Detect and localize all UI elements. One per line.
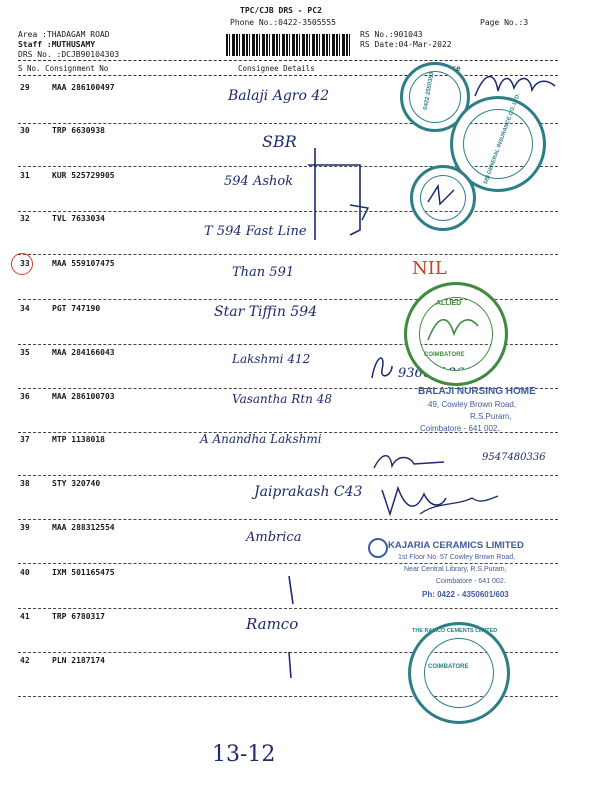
row-consignment: IXM 501165475	[52, 568, 115, 577]
nursing-home-stamp-name: BALAJI NURSING HOME	[418, 386, 536, 397]
phone-annotation: 9360318699	[398, 366, 481, 381]
page-number: Page No.:3	[480, 18, 529, 27]
allied-stamp-city: COIMBATORE	[424, 352, 465, 358]
nursing-home-stamp-addr3: Coimbatore - 641 002.	[420, 424, 500, 433]
row-sno: 30	[20, 126, 30, 135]
row-sno: 32	[20, 214, 30, 223]
handwritten-consignee: Ramco	[246, 615, 299, 633]
handwritten-stroke	[283, 648, 313, 688]
row-consignment: MAA 288312554	[52, 523, 115, 532]
row-consignment: MAA 286100703	[52, 392, 115, 401]
rs-number: RS No.:901043	[360, 30, 423, 39]
signature-row-38	[376, 480, 506, 530]
handwritten-consignee: Lakshmi 412	[232, 352, 311, 366]
ramco-stamp-city: COIMBATORE	[428, 664, 469, 670]
col-signature: Signature	[420, 64, 461, 73]
row-consignment: STY 320740	[52, 479, 101, 488]
sbi-stamp-name: SBI GENERAL INSURANCE CO. LTD.	[482, 92, 522, 186]
handwritten-consignee: Ambrica	[246, 530, 302, 545]
row-divider	[18, 563, 558, 564]
allied-stamp-name: ALLIED	[436, 300, 462, 307]
nil-annotation: NIL	[412, 258, 447, 279]
row-sno: 42	[20, 656, 30, 665]
row-divider	[18, 254, 558, 255]
handwritten-consignee: Than 591	[232, 265, 295, 280]
kajaria-stamp-phone: Ph: 0422 - 4350601/603	[422, 590, 509, 599]
row-sno: 39	[20, 523, 30, 532]
sheet-title: TPC/CJB DRS - PC2	[240, 6, 322, 15]
sbi-stamp-phone: 0422 2550353	[422, 71, 436, 111]
row-consignment: MAA 559107475	[52, 259, 115, 268]
handwritten-stroke	[283, 570, 313, 610]
row-sno: 31	[20, 171, 30, 180]
row-sno: 34	[20, 304, 30, 313]
row-consignment: TRP 6630938	[52, 126, 105, 135]
row-sno: 38	[20, 479, 30, 488]
signature-row-37	[370, 448, 450, 478]
row-sno: 36	[20, 392, 30, 401]
kajaria-stamp-name: KAJARIA CERAMICS LIMITED	[388, 540, 524, 551]
row-consignment: MAA 284166043	[52, 348, 115, 357]
handwritten-consignee: Jaiprakash C43	[254, 484, 363, 500]
phone-annotation: 9547480336	[482, 452, 546, 463]
row-consignment: TRP 6780317	[52, 612, 105, 621]
row-consignment: KUR 525729905	[52, 171, 115, 180]
row-sno: 40	[20, 568, 30, 577]
kajaria-stamp-addr1: 1st Floor No. 57 Cowley Brown Road,	[398, 554, 516, 561]
kajaria-logo-icon	[368, 538, 388, 558]
signature-row-31	[424, 180, 464, 210]
col-sno-consignment: S No. Consignment No	[18, 64, 109, 73]
drs-number: DRS No. :DCJB90104303	[18, 50, 120, 59]
row-sno: 29	[20, 83, 30, 92]
nursing-home-stamp-addr1: 49, Cowley Brown Road,	[428, 400, 517, 409]
row-consignment: TVL 7633034	[52, 214, 105, 223]
handwritten-consignee: SBR	[262, 132, 297, 151]
row-consignment: PLN 2187174	[52, 656, 105, 665]
row-divider	[18, 475, 558, 476]
row-consignment: PGT 747190	[52, 304, 101, 313]
row-sno: 41	[20, 612, 30, 621]
signature-row-35	[366, 346, 396, 386]
row-divider	[18, 211, 558, 212]
row-sno: 35	[20, 348, 30, 357]
row-33-circle-mark	[11, 253, 33, 275]
handwritten-consignee: 594 Ashok	[224, 174, 294, 189]
allied-stamp-signature	[424, 310, 484, 350]
kajaria-stamp-addr3: Coimbatore - 641 002.	[436, 578, 506, 585]
handwritten-consignee: Vasantha Rtn 48	[232, 392, 332, 406]
nursing-home-stamp-addr2: R.S.Puram,	[470, 412, 512, 421]
row-sno: 33	[20, 259, 30, 268]
handwritten-consignee: Star Tiffin 594	[214, 304, 318, 320]
handwritten-consignee: Balaji Agro 42	[228, 88, 330, 104]
handwritten-consignee: T 594 Fast Line	[204, 224, 307, 239]
handwritten-bracket-scribble	[290, 140, 410, 260]
handwritten-consignee: A Anandha Lakshmi	[200, 432, 322, 446]
rs-date: RS Date:04-Mar-2022	[360, 40, 452, 49]
col-consignee-details: Consignee Details	[238, 64, 315, 73]
header-divider-top	[18, 60, 558, 61]
row-consignment: MTP 1138018	[52, 435, 105, 444]
row-consignment: MAA 286100497	[52, 83, 115, 92]
phone-number: Phone No.:0422-3505555	[230, 18, 336, 27]
staff-label: Staff :MUTHUSAMY	[18, 40, 96, 49]
ramco-stamp-name: THE RAMCO CEMENTS LIMITED	[412, 628, 498, 634]
ramco-cements-stamp	[408, 622, 510, 724]
kajaria-stamp-addr2: Near Central Library, R.S.Puram,	[404, 566, 507, 573]
footer-handwritten-note: 13-12	[212, 742, 276, 767]
barcode	[226, 34, 352, 56]
row-sno: 37	[20, 435, 30, 444]
area-label: Area :THADAGAM ROAD	[18, 30, 110, 39]
